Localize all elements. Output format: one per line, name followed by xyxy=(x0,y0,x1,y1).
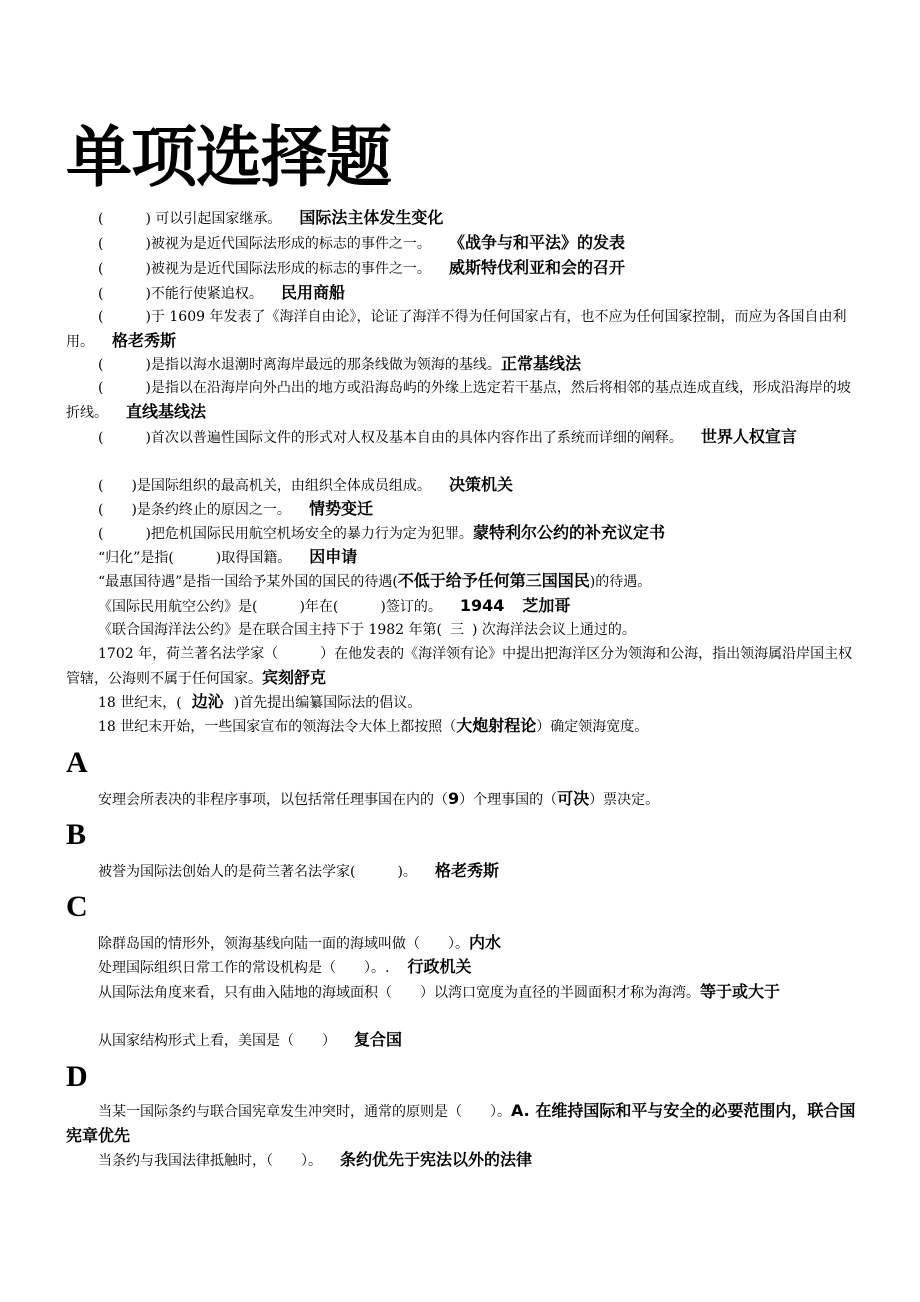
question-c-4: 从国家结构形式上看，美国是（ ） 复合国 xyxy=(98,1030,403,1049)
answer: 复合国 xyxy=(354,1030,403,1049)
answer: 可决 xyxy=(557,789,590,808)
answer: 因申请 xyxy=(309,547,358,566)
question-5: ( )于 1609 年发表了《海洋自由论》，论证了海洋不得为任何国家占有，也不应为任何国家控制，而应为各国自由利用。 格老秀斯 xyxy=(66,309,847,350)
answer: 9 xyxy=(448,789,460,808)
answer: 国际法主体发生变化 xyxy=(299,208,444,227)
answer: 三 xyxy=(450,622,464,638)
answer: 大炮射程论 xyxy=(456,716,537,735)
answer: 威斯特伐利亚和会的召开 xyxy=(448,258,625,277)
section-header-a: A xyxy=(66,746,88,779)
question-4: ( )不能行使紧追权。 民用商船 xyxy=(98,283,345,302)
answer: 芝加哥 xyxy=(522,596,571,615)
answer: 1944 xyxy=(459,596,505,615)
answer: 格老秀斯 xyxy=(112,331,177,350)
question-d-1: 当某一国际条约与联合国宪章发生冲突时，通常的原则是（ ）。A. 在维持国际和平与安全的必要范围内，联合国宪章优先 xyxy=(66,1101,856,1145)
question-7: ( )是指以在沿海岸向外凸出的地方或沿海岛屿的外缘上选定若干基点，然后将相邻的基点连成直线，形成沿海岸的坡折线。 直线基线法 xyxy=(66,380,851,421)
answer: 正常基线法 xyxy=(500,354,581,373)
question-12: “归化”是指( )取得国籍。 因申请 xyxy=(98,547,358,566)
question-c-1: 除群岛国的情形外，领海基线向陆一面的海域叫做（ ）。内水 xyxy=(98,933,502,952)
question-b-1: 被誉为国际法创始人的是荷兰著名法学家( )。 格老秀斯 xyxy=(98,861,499,880)
answer: 等于或大于 xyxy=(700,982,781,1001)
page-title: 单项选择题 xyxy=(66,119,391,196)
question-1: ( ) 可以引起国家继承。 国际法主体发生变化 xyxy=(98,208,444,227)
question-18c-2: 18 世纪末开始，一些国家宣布的领海法令大体上都按照（大炮射程论）确定领海宽度。 xyxy=(98,716,649,735)
question-c-2: 处理国际组织日常工作的常设机构是（ ）。. 行政机关 xyxy=(98,957,472,976)
question-1702: 1702 年，荷兰著名法学家（ ）在他发表的《海洋领有论》中提出把海洋区分为领海和公海，指出领海属沿岸国主权管辖，公海则不属于任何国家。宾刻舒克 xyxy=(66,646,853,687)
question-6: ( )是指以海水退潮时离海岸最远的那条线做为领海的基线。正常基线法 xyxy=(98,354,581,373)
answer: 决策机关 xyxy=(448,475,513,494)
question-3: ( )被视为是近代国际法形成的标志的事件之一。 威斯特伐利亚和会的召开 xyxy=(98,258,625,277)
question-9: ( )是国际组织的最高机关，由组织全体成员组成。 决策机关 xyxy=(98,475,513,494)
question-c-3: 从国际法角度来看，只有曲入陆地的海域面积（ ）以湾口宽度为直径的半圆面积才称为海湾。等于或大于 xyxy=(98,982,781,1001)
section-header-b: B xyxy=(66,818,87,851)
section-header-c: C xyxy=(66,890,88,923)
answer: 直线基线法 xyxy=(126,402,207,421)
question-11: ( )把危机国际民用航空机场安全的暴力行为定为犯罪。蒙特利尔公约的补充议定书 xyxy=(98,523,665,542)
question-10: ( )是条约终止的原因之一。 情势变迁 xyxy=(98,499,373,518)
answer: 蒙特利尔公约的补充议定书 xyxy=(472,523,665,542)
answer: 宾刻舒克 xyxy=(262,668,327,687)
answer: 不低于给予任何第三国国民 xyxy=(397,571,590,590)
answer: 民用商船 xyxy=(280,283,345,302)
answer: 边沁 xyxy=(191,692,224,711)
section-header-d: D xyxy=(66,1060,88,1093)
answer: 情势变迁 xyxy=(308,499,373,518)
question-unclos: 《联合国海洋法公约》是在联合国主持下于 1982 年第( 三 ) 次海洋法会议上通过的。 xyxy=(98,622,636,638)
question-2: ( )被视为是近代国际法形成的标志的事件之一。 《战争与和平法》的发表 xyxy=(98,233,625,252)
answer: 世界人权宣言 xyxy=(700,427,797,446)
question-mfn: “最惠国待遇”是指一国给予某外国的国民的待遇(不低于给予任何第三国国民)的待遇。 xyxy=(98,571,652,590)
question-8: ( )首次以普遍性国际文件的形式对人权及基本自由的具体内容作出了系统而详细的阐释。 世界人权宣言 xyxy=(98,427,797,446)
answer: 行政机关 xyxy=(407,957,472,976)
question-18c: 18 世纪末，( 边沁 )首先提出编纂国际法的倡议。 xyxy=(98,692,422,711)
answer: A. 在维持国际和平与安全的必要范围内，联合国宪章优先 xyxy=(66,1101,856,1145)
question-d-2: 当条约与我国法律抵触时，（ ）。 条约优先于宪法以外的法律 xyxy=(98,1150,533,1169)
question-a-1: 安理会所表决的非程序事项，以包括常任理事国在内的（9）个理事国的（可决）票决定。 xyxy=(98,789,660,808)
question-icao: 《国际民用航空公约》是( )年在( )签订的。 1944 芝加哥 xyxy=(98,596,571,615)
answer: 《战争与和平法》的发表 xyxy=(448,233,625,252)
answer: 条约优先于宪法以外的法律 xyxy=(340,1150,533,1169)
answer: 格老秀斯 xyxy=(434,861,499,880)
answer: 内水 xyxy=(469,933,502,952)
